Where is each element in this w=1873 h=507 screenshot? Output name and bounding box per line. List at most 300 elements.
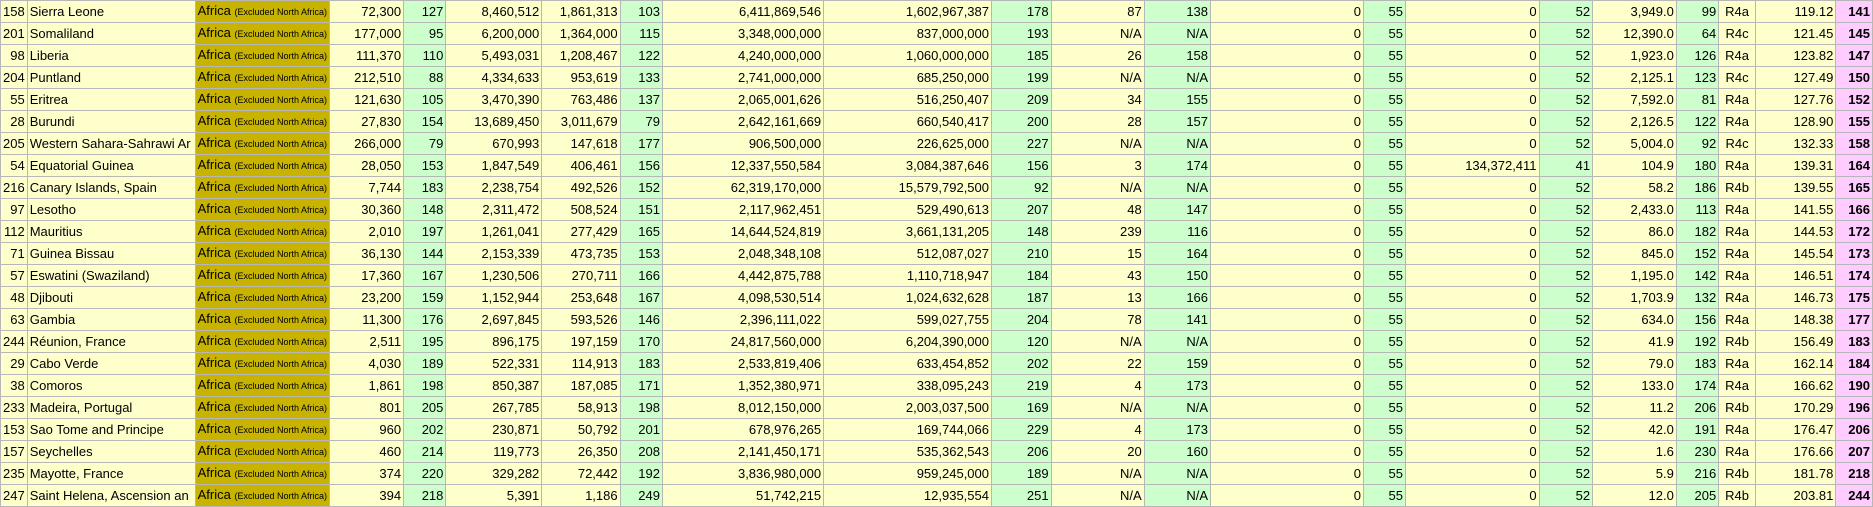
cell-value-d-rank[interactable]: 205 <box>1676 485 1718 507</box>
cell-gdp-rank[interactable]: 169 <box>992 397 1052 419</box>
cell-pop-metric[interactable]: 3,011,679 <box>542 111 620 133</box>
cell-id[interactable]: 48 <box>1 287 28 309</box>
cell-area-rank[interactable]: 183 <box>404 177 446 199</box>
cell-score-a[interactable]: N/A <box>1051 331 1144 353</box>
cell-country[interactable]: Cabo Verde <box>27 353 195 375</box>
cell-total-score[interactable]: 145.54 <box>1755 243 1835 265</box>
cell-final-rank[interactable]: 166 <box>1836 199 1873 221</box>
cell-value-d-rank[interactable]: 132 <box>1676 287 1718 309</box>
cell-pop-rank[interactable]: 171 <box>620 375 662 397</box>
cell-population[interactable]: 267,785 <box>446 397 542 419</box>
cell-pop-metric[interactable]: 253,648 <box>542 287 620 309</box>
cell-value-b[interactable]: 0 <box>1211 199 1364 221</box>
cell-country[interactable]: Liberia <box>27 45 195 67</box>
cell-gdp-rank[interactable]: 204 <box>992 309 1052 331</box>
cell-area[interactable]: 801 <box>330 397 404 419</box>
cell-gdp-adjusted[interactable]: 1,060,000,000 <box>824 45 992 67</box>
cell-value-b[interactable]: 0 <box>1211 441 1364 463</box>
cell-region[interactable] <box>195 1 329 23</box>
cell-area-rank[interactable]: 159 <box>404 287 446 309</box>
cell-region[interactable] <box>195 353 329 375</box>
cell-value-b-rank[interactable]: 55 <box>1363 177 1405 199</box>
cell-region[interactable] <box>195 397 329 419</box>
cell-gdp-adjusted[interactable]: 685,250,000 <box>824 67 992 89</box>
cell-value-d[interactable]: 3,949.0 <box>1593 1 1677 23</box>
cell-value-c-rank[interactable]: 52 <box>1539 221 1593 243</box>
cell-id[interactable]: 153 <box>1 419 28 441</box>
cell-gdp[interactable]: 2,396,111,022 <box>662 309 823 331</box>
cell-final-rank[interactable]: 172 <box>1836 221 1873 243</box>
cell-value-b[interactable]: 0 <box>1211 1 1364 23</box>
cell-total-score[interactable]: 146.51 <box>1755 265 1835 287</box>
cell-value-d-rank[interactable]: 92 <box>1676 133 1718 155</box>
cell-population[interactable]: 1,847,549 <box>446 155 542 177</box>
cell-gdp-rank[interactable]: 92 <box>992 177 1052 199</box>
cell-population[interactable]: 522,331 <box>446 353 542 375</box>
cell-population[interactable]: 896,175 <box>446 331 542 353</box>
cell-value-d-rank[interactable]: 152 <box>1676 243 1718 265</box>
cell-gdp-adjusted[interactable]: 529,490,613 <box>824 199 992 221</box>
cell-gdp-adjusted[interactable]: 338,095,243 <box>824 375 992 397</box>
cell-tier[interactable]: R4a <box>1719 243 1756 265</box>
cell-total-score[interactable]: 146.73 <box>1755 287 1835 309</box>
cell-score-a[interactable]: 87 <box>1051 1 1144 23</box>
cell-tier[interactable]: R4a <box>1719 353 1756 375</box>
cell-pop-metric[interactable]: 1,364,000 <box>542 23 620 45</box>
cell-country[interactable]: Eswatini (Swaziland) <box>27 265 195 287</box>
cell-value-c[interactable]: 134,372,411 <box>1406 155 1540 177</box>
cell-gdp-adjusted[interactable]: 1,024,632,628 <box>824 287 992 309</box>
cell-gdp[interactable]: 906,500,000 <box>662 133 823 155</box>
cell-score-a[interactable]: 15 <box>1051 243 1144 265</box>
cell-tier[interactable]: R4b <box>1719 397 1756 419</box>
cell-value-d[interactable]: 79.0 <box>1593 353 1677 375</box>
cell-area[interactable]: 7,744 <box>330 177 404 199</box>
cell-region[interactable] <box>195 177 329 199</box>
cell-score-a[interactable]: 20 <box>1051 441 1144 463</box>
cell-area-rank[interactable]: 176 <box>404 309 446 331</box>
cell-value-c[interactable]: 0 <box>1406 67 1540 89</box>
cell-region[interactable] <box>195 67 329 89</box>
cell-pop-rank[interactable]: 165 <box>620 221 662 243</box>
cell-area-rank[interactable]: 189 <box>404 353 446 375</box>
cell-gdp-adjusted[interactable]: 535,362,543 <box>824 441 992 463</box>
cell-tier[interactable]: R4a <box>1719 221 1756 243</box>
cell-gdp-adjusted[interactable]: 1,110,718,947 <box>824 265 992 287</box>
cell-area-rank[interactable]: 195 <box>404 331 446 353</box>
cell-value-d[interactable]: 12,390.0 <box>1593 23 1677 45</box>
cell-total-score[interactable]: 121.45 <box>1755 23 1835 45</box>
cell-score-a[interactable]: 48 <box>1051 199 1144 221</box>
cell-value-b[interactable]: 0 <box>1211 485 1364 507</box>
cell-value-c[interactable]: 0 <box>1406 265 1540 287</box>
cell-final-rank[interactable]: 164 <box>1836 155 1873 177</box>
cell-area-rank[interactable]: 95 <box>404 23 446 45</box>
cell-area-rank[interactable]: 167 <box>404 265 446 287</box>
cell-gdp-rank[interactable]: 206 <box>992 441 1052 463</box>
cell-country[interactable]: Guinea Bissau <box>27 243 195 265</box>
cell-value-c-rank[interactable]: 52 <box>1539 67 1593 89</box>
cell-tier[interactable]: R4a <box>1719 111 1756 133</box>
cell-gdp[interactable]: 2,048,348,108 <box>662 243 823 265</box>
cell-pop-rank[interactable]: 192 <box>620 463 662 485</box>
cell-value-b-rank[interactable]: 55 <box>1363 441 1405 463</box>
cell-gdp[interactable]: 2,065,001,626 <box>662 89 823 111</box>
cell-id[interactable]: 233 <box>1 397 28 419</box>
cell-population[interactable]: 1,230,506 <box>446 265 542 287</box>
cell-value-b[interactable]: 0 <box>1211 221 1364 243</box>
cell-score-a[interactable]: 4 <box>1051 419 1144 441</box>
cell-tier[interactable]: R4c <box>1719 67 1756 89</box>
cell-area[interactable]: 30,360 <box>330 199 404 221</box>
cell-final-rank[interactable]: 177 <box>1836 309 1873 331</box>
cell-value-d-rank[interactable]: 123 <box>1676 67 1718 89</box>
cell-population[interactable]: 119,773 <box>446 441 542 463</box>
cell-pop-metric[interactable]: 114,913 <box>542 353 620 375</box>
cell-gdp[interactable]: 3,348,000,000 <box>662 23 823 45</box>
cell-area-rank[interactable]: 205 <box>404 397 446 419</box>
cell-population[interactable]: 850,387 <box>446 375 542 397</box>
cell-value-c-rank[interactable]: 52 <box>1539 177 1593 199</box>
cell-score-a[interactable]: 4 <box>1051 375 1144 397</box>
cell-id[interactable]: 205 <box>1 133 28 155</box>
cell-area[interactable]: 460 <box>330 441 404 463</box>
cell-score-a-rank[interactable]: 173 <box>1144 419 1210 441</box>
cell-value-b[interactable]: 0 <box>1211 89 1364 111</box>
cell-total-score[interactable]: 203.81 <box>1755 485 1835 507</box>
cell-score-a-rank[interactable]: 166 <box>1144 287 1210 309</box>
cell-value-b[interactable]: 0 <box>1211 133 1364 155</box>
cell-area-rank[interactable]: 214 <box>404 441 446 463</box>
cell-score-a-rank[interactable]: 147 <box>1144 199 1210 221</box>
cell-score-a-rank[interactable]: 159 <box>1144 353 1210 375</box>
cell-total-score[interactable]: 141.55 <box>1755 199 1835 221</box>
cell-area-rank[interactable]: 218 <box>404 485 446 507</box>
cell-area[interactable]: 4,030 <box>330 353 404 375</box>
cell-gdp[interactable]: 4,098,530,514 <box>662 287 823 309</box>
cell-value-d[interactable]: 1,195.0 <box>1593 265 1677 287</box>
cell-value-b-rank[interactable]: 55 <box>1363 67 1405 89</box>
cell-value-b[interactable]: 0 <box>1211 419 1364 441</box>
cell-gdp-adjusted[interactable]: 169,744,066 <box>824 419 992 441</box>
cell-gdp-rank[interactable]: 209 <box>992 89 1052 111</box>
cell-score-a-rank[interactable]: 141 <box>1144 309 1210 331</box>
cell-area[interactable]: 111,370 <box>330 45 404 67</box>
cell-region[interactable] <box>195 111 329 133</box>
cell-country[interactable]: Lesotho <box>27 199 195 221</box>
cell-value-d-rank[interactable]: 216 <box>1676 463 1718 485</box>
cell-value-d[interactable]: 1.6 <box>1593 441 1677 463</box>
cell-score-a-rank[interactable]: N/A <box>1144 23 1210 45</box>
cell-gdp-rank[interactable]: 148 <box>992 221 1052 243</box>
cell-value-b-rank[interactable]: 55 <box>1363 221 1405 243</box>
cell-gdp-rank[interactable]: 210 <box>992 243 1052 265</box>
cell-id[interactable]: 29 <box>1 353 28 375</box>
cell-value-d-rank[interactable]: 182 <box>1676 221 1718 243</box>
cell-value-c[interactable]: 0 <box>1406 89 1540 111</box>
cell-id[interactable]: 112 <box>1 221 28 243</box>
cell-tier[interactable]: R4a <box>1719 45 1756 67</box>
cell-region[interactable] <box>195 485 329 507</box>
cell-gdp[interactable]: 2,741,000,000 <box>662 67 823 89</box>
cell-total-score[interactable]: 166.62 <box>1755 375 1835 397</box>
cell-value-d[interactable]: 845.0 <box>1593 243 1677 265</box>
cell-pop-metric[interactable]: 26,350 <box>542 441 620 463</box>
cell-tier[interactable]: R4c <box>1719 133 1756 155</box>
cell-pop-rank[interactable]: 183 <box>620 353 662 375</box>
cell-total-score[interactable]: 181.78 <box>1755 463 1835 485</box>
cell-gdp-adjusted[interactable]: 6,204,390,000 <box>824 331 992 353</box>
cell-score-a[interactable]: N/A <box>1051 397 1144 419</box>
cell-value-b[interactable]: 0 <box>1211 23 1364 45</box>
cell-region[interactable] <box>195 463 329 485</box>
cell-region[interactable] <box>195 23 329 45</box>
cell-total-score[interactable]: 139.55 <box>1755 177 1835 199</box>
cell-region[interactable] <box>195 331 329 353</box>
cell-total-score[interactable]: 128.90 <box>1755 111 1835 133</box>
cell-value-c[interactable]: 0 <box>1406 23 1540 45</box>
cell-population[interactable]: 5,493,031 <box>446 45 542 67</box>
cell-final-rank[interactable]: 184 <box>1836 353 1873 375</box>
cell-total-score[interactable]: 162.14 <box>1755 353 1835 375</box>
cell-id[interactable]: 55 <box>1 89 28 111</box>
cell-value-d[interactable]: 86.0 <box>1593 221 1677 243</box>
cell-id[interactable]: 63 <box>1 309 28 331</box>
cell-value-c-rank[interactable]: 52 <box>1539 199 1593 221</box>
cell-gdp-adjusted[interactable]: 660,540,417 <box>824 111 992 133</box>
cell-score-a-rank[interactable]: N/A <box>1144 397 1210 419</box>
cell-gdp-adjusted[interactable]: 633,454,852 <box>824 353 992 375</box>
cell-id[interactable]: 28 <box>1 111 28 133</box>
cell-score-a[interactable]: 78 <box>1051 309 1144 331</box>
cell-score-a[interactable]: 34 <box>1051 89 1144 111</box>
cell-value-c-rank[interactable]: 52 <box>1539 397 1593 419</box>
cell-value-c-rank[interactable]: 52 <box>1539 485 1593 507</box>
cell-area[interactable]: 2,010 <box>330 221 404 243</box>
cell-region[interactable] <box>195 45 329 67</box>
cell-final-rank[interactable]: 141 <box>1836 1 1873 23</box>
cell-gdp-rank[interactable]: 189 <box>992 463 1052 485</box>
cell-population[interactable]: 2,311,472 <box>446 199 542 221</box>
cell-value-c-rank[interactable]: 52 <box>1539 375 1593 397</box>
cell-value-d[interactable]: 41.9 <box>1593 331 1677 353</box>
cell-total-score[interactable]: 148.38 <box>1755 309 1835 331</box>
cell-pop-rank[interactable]: 137 <box>620 89 662 111</box>
cell-area-rank[interactable]: 127 <box>404 1 446 23</box>
cell-tier[interactable]: R4a <box>1719 199 1756 221</box>
cell-gdp-rank[interactable]: 187 <box>992 287 1052 309</box>
cell-population[interactable]: 4,334,633 <box>446 67 542 89</box>
cell-population[interactable]: 2,697,845 <box>446 309 542 331</box>
cell-region[interactable] <box>195 133 329 155</box>
cell-value-c-rank[interactable]: 52 <box>1539 23 1593 45</box>
cell-pop-metric[interactable]: 508,524 <box>542 199 620 221</box>
cell-value-d-rank[interactable]: 183 <box>1676 353 1718 375</box>
cell-score-a[interactable]: N/A <box>1051 67 1144 89</box>
cell-area-rank[interactable]: 110 <box>404 45 446 67</box>
cell-total-score[interactable]: 144.53 <box>1755 221 1835 243</box>
cell-score-a-rank[interactable]: 158 <box>1144 45 1210 67</box>
cell-value-b-rank[interactable]: 55 <box>1363 353 1405 375</box>
cell-value-d[interactable]: 2,125.1 <box>1593 67 1677 89</box>
cell-final-rank[interactable]: 206 <box>1836 419 1873 441</box>
cell-gdp[interactable]: 62,319,170,000 <box>662 177 823 199</box>
cell-value-d-rank[interactable]: 156 <box>1676 309 1718 331</box>
cell-id[interactable]: 38 <box>1 375 28 397</box>
cell-total-score[interactable]: 132.33 <box>1755 133 1835 155</box>
cell-gdp[interactable]: 51,742,215 <box>662 485 823 507</box>
cell-pop-rank[interactable]: 79 <box>620 111 662 133</box>
cell-value-b-rank[interactable]: 55 <box>1363 243 1405 265</box>
cell-value-d[interactable]: 5,004.0 <box>1593 133 1677 155</box>
cell-pop-rank[interactable]: 198 <box>620 397 662 419</box>
cell-country[interactable]: Saint Helena, Ascension an <box>27 485 195 507</box>
cell-population[interactable]: 8,460,512 <box>446 1 542 23</box>
cell-gdp-rank[interactable]: 229 <box>992 419 1052 441</box>
cell-value-b-rank[interactable]: 55 <box>1363 89 1405 111</box>
cell-pop-metric[interactable]: 58,913 <box>542 397 620 419</box>
cell-gdp[interactable]: 8,012,150,000 <box>662 397 823 419</box>
cell-final-rank[interactable]: 244 <box>1836 485 1873 507</box>
cell-country[interactable]: Djibouti <box>27 287 195 309</box>
cell-area-rank[interactable]: 144 <box>404 243 446 265</box>
cell-country[interactable]: Madeira, Portugal <box>27 397 195 419</box>
cell-final-rank[interactable]: 218 <box>1836 463 1873 485</box>
cell-country[interactable]: Western Sahara-Sahrawi Ar <box>27 133 195 155</box>
cell-gdp-rank[interactable]: 120 <box>992 331 1052 353</box>
cell-gdp[interactable]: 24,817,560,000 <box>662 331 823 353</box>
cell-gdp-rank[interactable]: 156 <box>992 155 1052 177</box>
cell-value-b-rank[interactable]: 55 <box>1363 1 1405 23</box>
cell-final-rank[interactable]: 150 <box>1836 67 1873 89</box>
cell-value-b-rank[interactable]: 55 <box>1363 397 1405 419</box>
cell-value-b[interactable]: 0 <box>1211 353 1364 375</box>
cell-value-c-rank[interactable]: 52 <box>1539 309 1593 331</box>
cell-pop-metric[interactable]: 1,208,467 <box>542 45 620 67</box>
cell-value-b[interactable]: 0 <box>1211 243 1364 265</box>
cell-value-b[interactable]: 0 <box>1211 287 1364 309</box>
cell-country[interactable]: Burundi <box>27 111 195 133</box>
cell-value-c[interactable]: 0 <box>1406 331 1540 353</box>
cell-country[interactable]: Gambia <box>27 309 195 331</box>
cell-gdp[interactable]: 2,141,450,171 <box>662 441 823 463</box>
cell-pop-metric[interactable]: 270,711 <box>542 265 620 287</box>
cell-region[interactable] <box>195 309 329 331</box>
cell-final-rank[interactable]: 152 <box>1836 89 1873 111</box>
cell-gdp[interactable]: 12,337,550,584 <box>662 155 823 177</box>
cell-country[interactable]: Réunion, France <box>27 331 195 353</box>
cell-value-d[interactable]: 2,433.0 <box>1593 199 1677 221</box>
cell-value-b-rank[interactable]: 55 <box>1363 485 1405 507</box>
cell-id[interactable]: 71 <box>1 243 28 265</box>
cell-area[interactable]: 23,200 <box>330 287 404 309</box>
cell-value-c[interactable]: 0 <box>1406 177 1540 199</box>
cell-value-b[interactable]: 0 <box>1211 397 1364 419</box>
cell-value-c-rank[interactable]: 52 <box>1539 353 1593 375</box>
cell-region[interactable] <box>195 221 329 243</box>
cell-value-c-rank[interactable]: 52 <box>1539 265 1593 287</box>
cell-pop-metric[interactable]: 277,429 <box>542 221 620 243</box>
cell-pop-metric[interactable]: 593,526 <box>542 309 620 331</box>
cell-population[interactable]: 1,261,041 <box>446 221 542 243</box>
cell-pop-rank[interactable]: 201 <box>620 419 662 441</box>
cell-value-d[interactable]: 12.0 <box>1593 485 1677 507</box>
cell-gdp-rank[interactable]: 251 <box>992 485 1052 507</box>
cell-pop-metric[interactable]: 473,735 <box>542 243 620 265</box>
cell-id[interactable]: 201 <box>1 23 28 45</box>
cell-value-c-rank[interactable]: 52 <box>1539 89 1593 111</box>
cell-value-c[interactable]: 0 <box>1406 353 1540 375</box>
cell-value-b-rank[interactable]: 55 <box>1363 23 1405 45</box>
cell-total-score[interactable]: 119.12 <box>1755 1 1835 23</box>
cell-tier[interactable]: R4b <box>1719 331 1756 353</box>
cell-tier[interactable]: R4a <box>1719 309 1756 331</box>
cell-value-b[interactable]: 0 <box>1211 331 1364 353</box>
cell-score-a-rank[interactable]: 160 <box>1144 441 1210 463</box>
cell-score-a-rank[interactable]: N/A <box>1144 485 1210 507</box>
cell-id[interactable]: 235 <box>1 463 28 485</box>
cell-value-d-rank[interactable]: 122 <box>1676 111 1718 133</box>
cell-value-b-rank[interactable]: 55 <box>1363 133 1405 155</box>
cell-value-b-rank[interactable]: 55 <box>1363 309 1405 331</box>
cell-gdp[interactable]: 678,976,265 <box>662 419 823 441</box>
cell-gdp-adjusted[interactable]: 3,084,387,646 <box>824 155 992 177</box>
cell-value-d-rank[interactable]: 186 <box>1676 177 1718 199</box>
cell-country[interactable]: Canary Islands, Spain <box>27 177 195 199</box>
cell-gdp-rank[interactable]: 185 <box>992 45 1052 67</box>
cell-pop-metric[interactable]: 197,159 <box>542 331 620 353</box>
cell-gdp-adjusted[interactable]: 226,625,000 <box>824 133 992 155</box>
cell-gdp-adjusted[interactable]: 2,003,037,500 <box>824 397 992 419</box>
cell-value-d-rank[interactable]: 180 <box>1676 155 1718 177</box>
cell-score-a-rank[interactable]: N/A <box>1144 463 1210 485</box>
cell-pop-metric[interactable]: 953,619 <box>542 67 620 89</box>
cell-region[interactable] <box>195 89 329 111</box>
cell-gdp[interactable]: 2,533,819,406 <box>662 353 823 375</box>
cell-value-d[interactable]: 11.2 <box>1593 397 1677 419</box>
cell-total-score[interactable]: 123.82 <box>1755 45 1835 67</box>
cell-value-c-rank[interactable]: 52 <box>1539 45 1593 67</box>
cell-value-b[interactable]: 0 <box>1211 45 1364 67</box>
cell-score-a-rank[interactable]: N/A <box>1144 133 1210 155</box>
cell-gdp-adjusted[interactable]: 837,000,000 <box>824 23 992 45</box>
cell-score-a[interactable]: 43 <box>1051 265 1144 287</box>
cell-gdp[interactable]: 4,442,875,788 <box>662 265 823 287</box>
cell-country[interactable]: Sierra Leone <box>27 1 195 23</box>
cell-score-a-rank[interactable]: N/A <box>1144 177 1210 199</box>
cell-score-a[interactable]: N/A <box>1051 485 1144 507</box>
cell-country[interactable]: Puntland <box>27 67 195 89</box>
cell-value-b-rank[interactable]: 55 <box>1363 419 1405 441</box>
cell-final-rank[interactable]: 207 <box>1836 441 1873 463</box>
cell-score-a-rank[interactable]: 157 <box>1144 111 1210 133</box>
cell-tier[interactable]: R4a <box>1719 441 1756 463</box>
cell-area-rank[interactable]: 198 <box>404 375 446 397</box>
cell-value-d[interactable]: 2,126.5 <box>1593 111 1677 133</box>
cell-value-c-rank[interactable]: 52 <box>1539 243 1593 265</box>
cell-gdp[interactable]: 2,117,962,451 <box>662 199 823 221</box>
cell-score-a-rank[interactable]: 150 <box>1144 265 1210 287</box>
cell-value-d-rank[interactable]: 206 <box>1676 397 1718 419</box>
cell-value-c[interactable]: 0 <box>1406 111 1540 133</box>
cell-score-a[interactable]: 3 <box>1051 155 1144 177</box>
cell-id[interactable]: 54 <box>1 155 28 177</box>
cell-value-d-rank[interactable]: 81 <box>1676 89 1718 111</box>
cell-region[interactable] <box>195 155 329 177</box>
cell-final-rank[interactable]: 145 <box>1836 23 1873 45</box>
cell-value-b[interactable]: 0 <box>1211 463 1364 485</box>
cell-pop-rank[interactable]: 249 <box>620 485 662 507</box>
